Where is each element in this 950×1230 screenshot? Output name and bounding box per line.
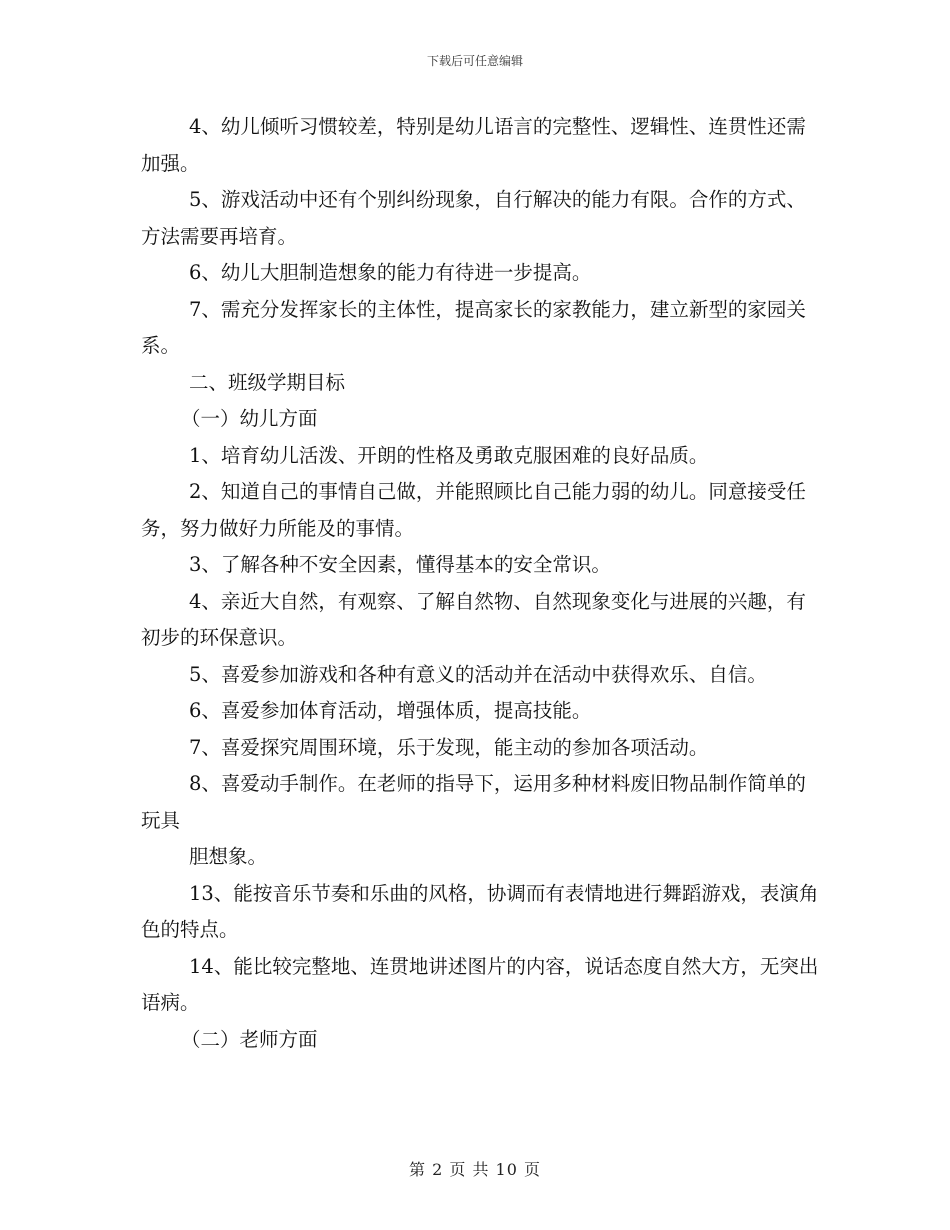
subsection-heading-children: （一）幼儿方面 bbox=[181, 407, 318, 430]
goal-item-4: 4、亲近大自然，有观察、了解自然物、自然现象变化与进展的兴趣，有初步的环保意识。 bbox=[141, 589, 806, 649]
goal-item-14: 14、能比较完整地、连贯地讲述图片的内容，说话态度自然大方，无突出语病。 bbox=[141, 954, 819, 1014]
goal-item-13: 13、能按音乐节奏和乐曲的风格，协调而有表情地进行舞蹈游戏，表演角色的特点。 bbox=[141, 881, 819, 941]
goal-item-5: 5、喜爱参加游戏和各种有意义的活动并在活动中获得欢乐、自信。 bbox=[189, 662, 767, 686]
page-footer: 第 2 页 共 10 页 bbox=[409, 1160, 541, 1179]
goal-item-8: 8、喜爱动手制作。在老师的指导下，运用多种材料废旧物品制作简单的玩具 bbox=[141, 772, 806, 832]
paragraph-item-4: 4、幼儿倾听习惯较差，特别是幼儿语言的完整性、逻辑性、连贯性还需加强。 bbox=[141, 115, 806, 175]
goal-item-3: 3、了解各种不安全因素，懂得基本的安全常识。 bbox=[189, 553, 611, 576]
document-body bbox=[141, 109, 821, 1058]
goal-item-1: 1、培育幼儿活泼、开朗的性格及勇敢克服困难的良好品质。 bbox=[189, 443, 709, 467]
page-header: 下载后可任意编辑 bbox=[426, 54, 523, 68]
fragment-line: 胆想象。 bbox=[189, 845, 268, 868]
section-heading-goals: 二、班级学期目标 bbox=[189, 370, 346, 394]
paragraph-item-6: 6、幼儿大胆制造想象的能力有待进一步提高。 bbox=[189, 261, 592, 284]
paragraph-item-7: 7、需充分发挥家长的主体性，提高家长的家教能力，建立新型的家园关系。 bbox=[141, 297, 806, 357]
subsection-heading-teachers: （二）老师方面 bbox=[181, 1027, 318, 1051]
paragraph-item-5: 5、游戏活动中还有个别纠纷现象，自行解决的能力有限。合作的方式、方法需要再培育。 bbox=[141, 188, 806, 248]
goal-item-6: 6、喜爱参加体育活动，增强体质，提高技能。 bbox=[189, 699, 592, 722]
goal-item-2: 2、知道自己的事情自己做，并能照顾比自己能力弱的幼儿。同意接受任务，努力做好力所能及的事情。 bbox=[141, 480, 806, 540]
goal-item-7: 7、喜爱探究周围环境，乐于发现，能主动的参加各项活动。 bbox=[189, 735, 709, 759]
